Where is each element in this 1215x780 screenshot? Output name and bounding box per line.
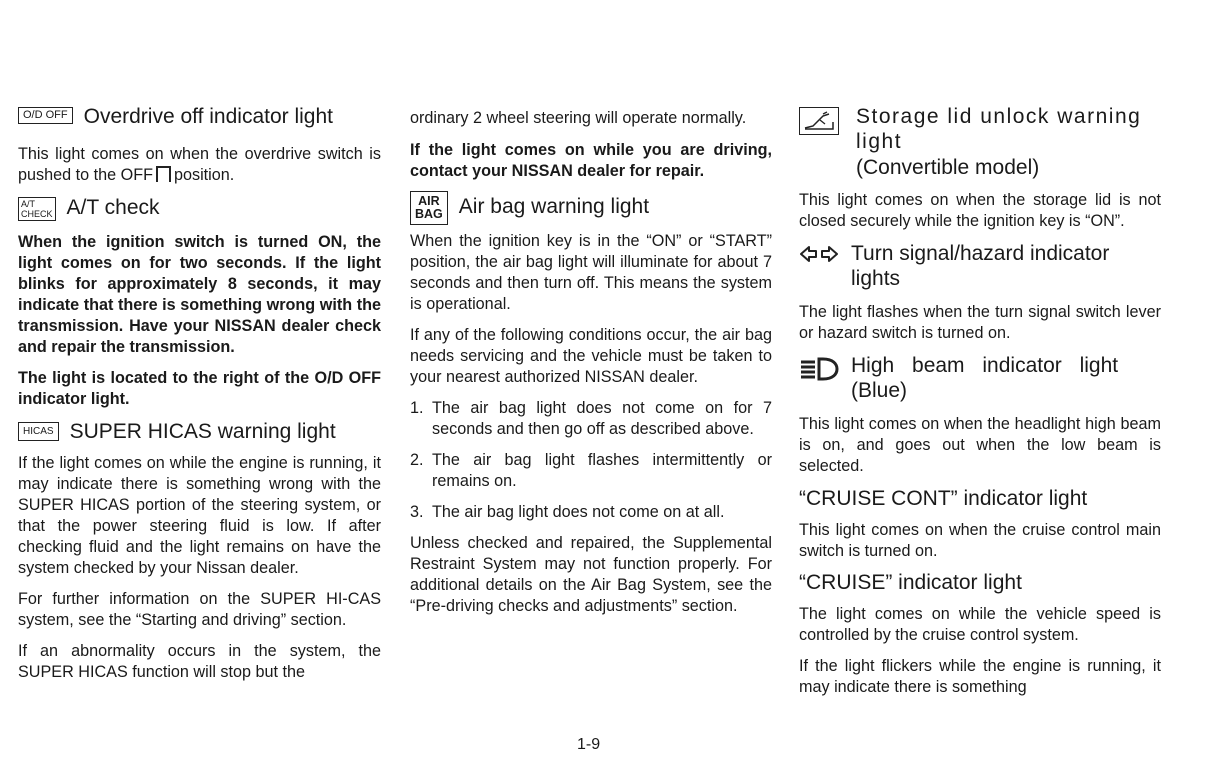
cruise-title: “CRUISE” indicator light — [799, 571, 1022, 594]
airbag-icon: AIR BAG — [410, 191, 448, 225]
turn-signal-arrows-icon — [799, 244, 839, 270]
list-item: 3. The air bag light does not come on at all. — [410, 503, 725, 521]
od-off-heading — [18, 104, 381, 129]
cruise-cont-heading — [799, 486, 1161, 511]
od-off-title: Overdrive off indicator light — [83, 105, 334, 128]
od-off-paragraph: This light comes on when the overdrive switch is pushed to the OFF position. — [18, 145, 381, 184]
cruise-paragraph-2: If the light flickers while the engine is running, it may indicate there is something — [799, 657, 1161, 696]
airbag-paragraph-3: Unless checked and repaired, the Supplemental Restraint System may not function properly. For additional details on the Air Bag System, see the “Pre-driving checks and adjustments” section. — [410, 534, 772, 615]
storage-lid-subtitle: (Convertible model) — [856, 156, 1040, 179]
cruise-heading — [799, 570, 1161, 595]
hicas-paragraph-1: If the light comes on while the engine is running, it may indicate there is something wrong with the SUPER HICAS portion of the steering system, or that the power steering fluid is low. If after checking fluid and the light remains on have the system checked by your Nissan dealer. — [18, 454, 381, 577]
airbag-paragraph-2: If any of the following conditions occur, the air bag needs servicing and the vehicle must be taken to your nearest authorized NISSAN dealer. — [410, 326, 772, 386]
airbag-conditions-list — [410, 398, 772, 523]
turn-signal-paragraph: The light flashes when the turn signal switch lever or hazard switch is turned on. — [799, 303, 1161, 342]
page-number: 1-9 — [577, 736, 601, 753]
cruise-cont-paragraph: This light comes on when the cruise control main switch is turned on. — [799, 521, 1161, 560]
storage-lid-heading — [799, 104, 1161, 180]
column-1 — [18, 104, 381, 683]
at-check-icon: A/T CHECK — [18, 197, 56, 221]
list-item: 2. The air bag light flashes intermittently or remains on. — [410, 451, 772, 490]
cruise-paragraph-1: The light comes on while the vehicle speed is controlled by the cruise control system. — [799, 605, 1161, 644]
storage-lid-paragraph: This light comes on when the storage lid is not closed securely while the ignition key is “ON”. — [799, 191, 1161, 230]
airbag-title: Air bag warning light — [458, 195, 650, 218]
hicas-icon: HICAS — [18, 422, 59, 441]
airbag-paragraph-1: When the ignition key is in the “ON” or “START” position, the air bag light will illuminate for about 7 seconds and then turn off. This means the system is operational. — [410, 232, 772, 313]
hicas-paragraph-2: For further information on the SUPER HI-CAS system, see the “Starting and driving” section. — [18, 590, 381, 629]
continued-paragraph: ordinary 2 wheel steering will operate normally. — [410, 109, 747, 127]
hicas-paragraph-3: If an abnormality occurs in the system, the SUPER HICAS function will stop but the — [18, 642, 381, 681]
at-check-heading — [18, 195, 381, 221]
turn-signal-heading — [799, 241, 1161, 291]
hicas-bold-warning: If the light comes on while you are driving, contact your NISSAN dealer for repair. — [410, 141, 772, 180]
storage-lid-title: Storage lid unlock warning light — [856, 105, 1142, 153]
at-check-bold-paragraph-1: When the ignition switch is turned ON, the light comes on for two seconds. If the light blinks for approximately 8 seconds, it may indicate that there is something wrong with the transmission. Have your NISSAN dealer check and repair the transmission. — [18, 233, 381, 356]
od-off-icon: O/D OFF — [18, 107, 73, 124]
hicas-heading — [18, 419, 381, 444]
at-check-bold-paragraph-2: The light is located to the right of the O/D OFF indicator light. — [18, 369, 381, 408]
list-item: 1. The air bag light does not come on for 7 seconds and then go off as described above. — [410, 399, 772, 438]
high-beam-heading — [799, 353, 1161, 403]
storage-lid-icon — [799, 107, 839, 135]
high-beam-icon — [799, 356, 839, 388]
od-switch-icon — [156, 166, 171, 182]
hicas-title: SUPER HICAS warning light — [69, 420, 336, 443]
turn-signal-title: Turn signal/hazard indicator lights — [851, 242, 1110, 290]
high-beam-title: High beam indicator light (Blue) — [851, 354, 1119, 402]
column-3 — [799, 104, 1161, 698]
airbag-heading — [410, 191, 772, 225]
at-check-title: A/T check — [66, 196, 160, 219]
high-beam-paragraph: This light comes on when the headlight high beam is on, and goes out when the low beam is selected. — [799, 415, 1161, 475]
column-2 — [410, 104, 772, 617]
cruise-cont-title: “CRUISE CONT” indicator light — [799, 487, 1088, 510]
